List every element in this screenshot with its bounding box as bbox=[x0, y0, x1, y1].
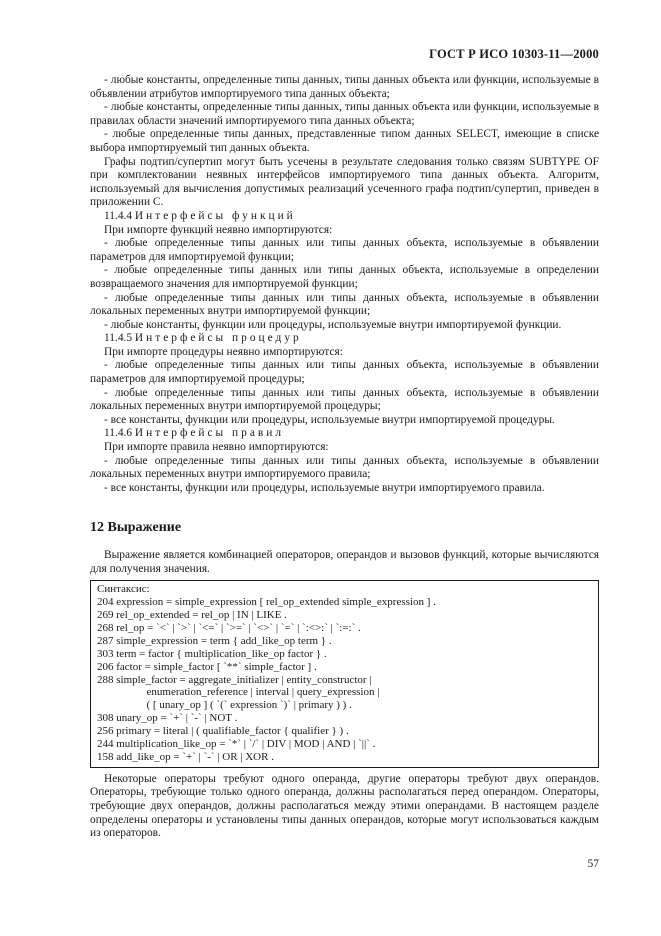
paragraph: - любые константы, определенные типы данных, типы данных объекта или функции, используемые в объявлении атрибутов импортируемого типа данных объекта; bbox=[90, 74, 599, 100]
syntax-line: 269 rel_op_extended = rel_op | IN | LIKE . bbox=[97, 609, 287, 621]
subsection-title: Интерфейсы процедур bbox=[134, 332, 302, 345]
paragraph: - любые определенные типы данных, представленные типом данных SELECT, имеющие в списке выбора импортируемый тип данных объекта. bbox=[90, 128, 599, 154]
syntax-line: 256 primary = literal | ( qualifiable_factor { qualifier } ) . bbox=[97, 725, 349, 738]
paragraph: Графы подтип/супертип могут быть усечены в результате следования только связям SUBTYPE OF при комплектовании неявных интерфейсов импортируемого типа данных объекта. Алгоритм, используемый для вычисления допустимых реализаций усеченного графа подтип/супертип, приведен в приложении С. bbox=[90, 155, 599, 209]
list-item: - все константы, функции или процедуры, используемые внутри импортируемой процедуры. bbox=[104, 413, 555, 426]
subsection-heading-11-4-4 bbox=[90, 210, 599, 224]
subsection-title: Интерфейсы функций bbox=[134, 209, 296, 222]
list-item: - любые определенные типы данных или типы данных объекта, используемые в объявлении локальных переменных внутри импортируемой функции; bbox=[90, 291, 599, 318]
document-header: ГОСТ Р ИСО 10303-11—2000 bbox=[429, 47, 599, 61]
syntax-line: 268 rel_op = `<` | `>` | `<=` | `>=` | `<>` | `=` | `:<>:` | `:=:` . bbox=[97, 621, 361, 634]
syntax-line: ( [ unary_op ] ( `(` expression `)` | primary ) ) . bbox=[97, 699, 352, 712]
syntax-line: 308 unary_op = `+` | `-` | NOT . bbox=[97, 712, 238, 725]
syntax-line: 204 expression = simple_expression [ rel_op_extended simple_expression ] . bbox=[97, 596, 436, 609]
list-item: - любые определенные типы данных или типы данных объекта, используемые в объявлении локальных переменных внутри импортируемого правила; bbox=[90, 454, 599, 481]
syntax-line: 288 simple_factor = aggregate_initializer | entity_constructor | bbox=[97, 673, 372, 686]
list-item: - любые определенные типы данных или типы данных объекта, используемые в объявлении параметров для импортируемой функции; bbox=[90, 237, 599, 263]
paragraph: При импорте функций неявно импортируются: bbox=[104, 223, 333, 236]
section-intro: Выражение является комбинацией операторов, операндов и вызовов функций, которые вычисляются для получения значения. bbox=[90, 549, 599, 575]
list-item: - любые константы, функции или процедуры, используемые внутри импортируемой функции. bbox=[104, 318, 562, 331]
list-item: - любые определенные типы данных или типы данных объекта, используемые в объявлении локальных переменных внутри импортируемой процедуры; bbox=[90, 386, 599, 413]
syntax-line: 303 term = factor { multiplication_like_op factor } . bbox=[97, 647, 327, 660]
syntax-line: 287 simple_expression = term { add_like_op term } . bbox=[97, 634, 332, 647]
subsection-heading-11-4-5 bbox=[90, 332, 599, 346]
list-item: - любые определенные типы данных или типы данных объекта, используемые в объявлении параметров для импортируемой процедуры; bbox=[90, 359, 599, 386]
section-heading: 12 Выражение bbox=[90, 520, 182, 536]
syntax-line: 244 multiplication_like_op = `*` | `/` | DIV | MOD | AND | `||` . bbox=[97, 738, 376, 751]
paragraph: При импорте правила неявно импортируются: bbox=[104, 441, 329, 454]
syntax-label: Синтаксис: bbox=[97, 583, 150, 596]
subsection-number: 11.4.4 bbox=[104, 209, 133, 222]
list-item: - все константы, функции или процедуры, используемые внутри импортируемого правила. bbox=[104, 481, 545, 494]
subsection-number: 11.4.6 bbox=[104, 427, 133, 440]
syntax-line: enumeration_reference | interval | query_expression | bbox=[97, 686, 380, 699]
syntax-line: 206 factor = simple_factor [ `**` simple_factor ] . bbox=[97, 660, 317, 673]
subsection-number: 11.4.5 bbox=[104, 332, 133, 345]
subsection-title: Интерфейсы правил bbox=[134, 427, 285, 440]
subsection-heading-11-4-6 bbox=[90, 427, 599, 441]
page-number: 57 bbox=[587, 858, 599, 870]
paragraph: При импорте процедуры неявно импортируются: bbox=[104, 345, 343, 358]
page-content bbox=[90, 74, 599, 841]
syntax-line: 158 add_like_op = `+` | `-` | OR | XOR . bbox=[97, 750, 274, 763]
list-item: - любые определенные типы данных или типы данных объекта, используемые в определении возвращаемого значения для импортируемой функции; bbox=[90, 264, 599, 290]
paragraph: Некоторые операторы требуют одного операнда, другие операторы требуют двух операндов. Операторы, требующие только одного операнда, должны располагаться перед операндом. Операторы, требующие двух операндов, должны располагаться между этими операндами. В настоящем разделе определены операторы и установлены типы данных операндов, которые могут использоваться каждым из операторов. bbox=[90, 772, 599, 840]
paragraph: - любые константы, определенные типы данных, типы данных объекта или функции, используемые в правилах области значений импортируемого типа данных объекта; bbox=[90, 101, 599, 127]
syntax-box bbox=[90, 580, 599, 768]
